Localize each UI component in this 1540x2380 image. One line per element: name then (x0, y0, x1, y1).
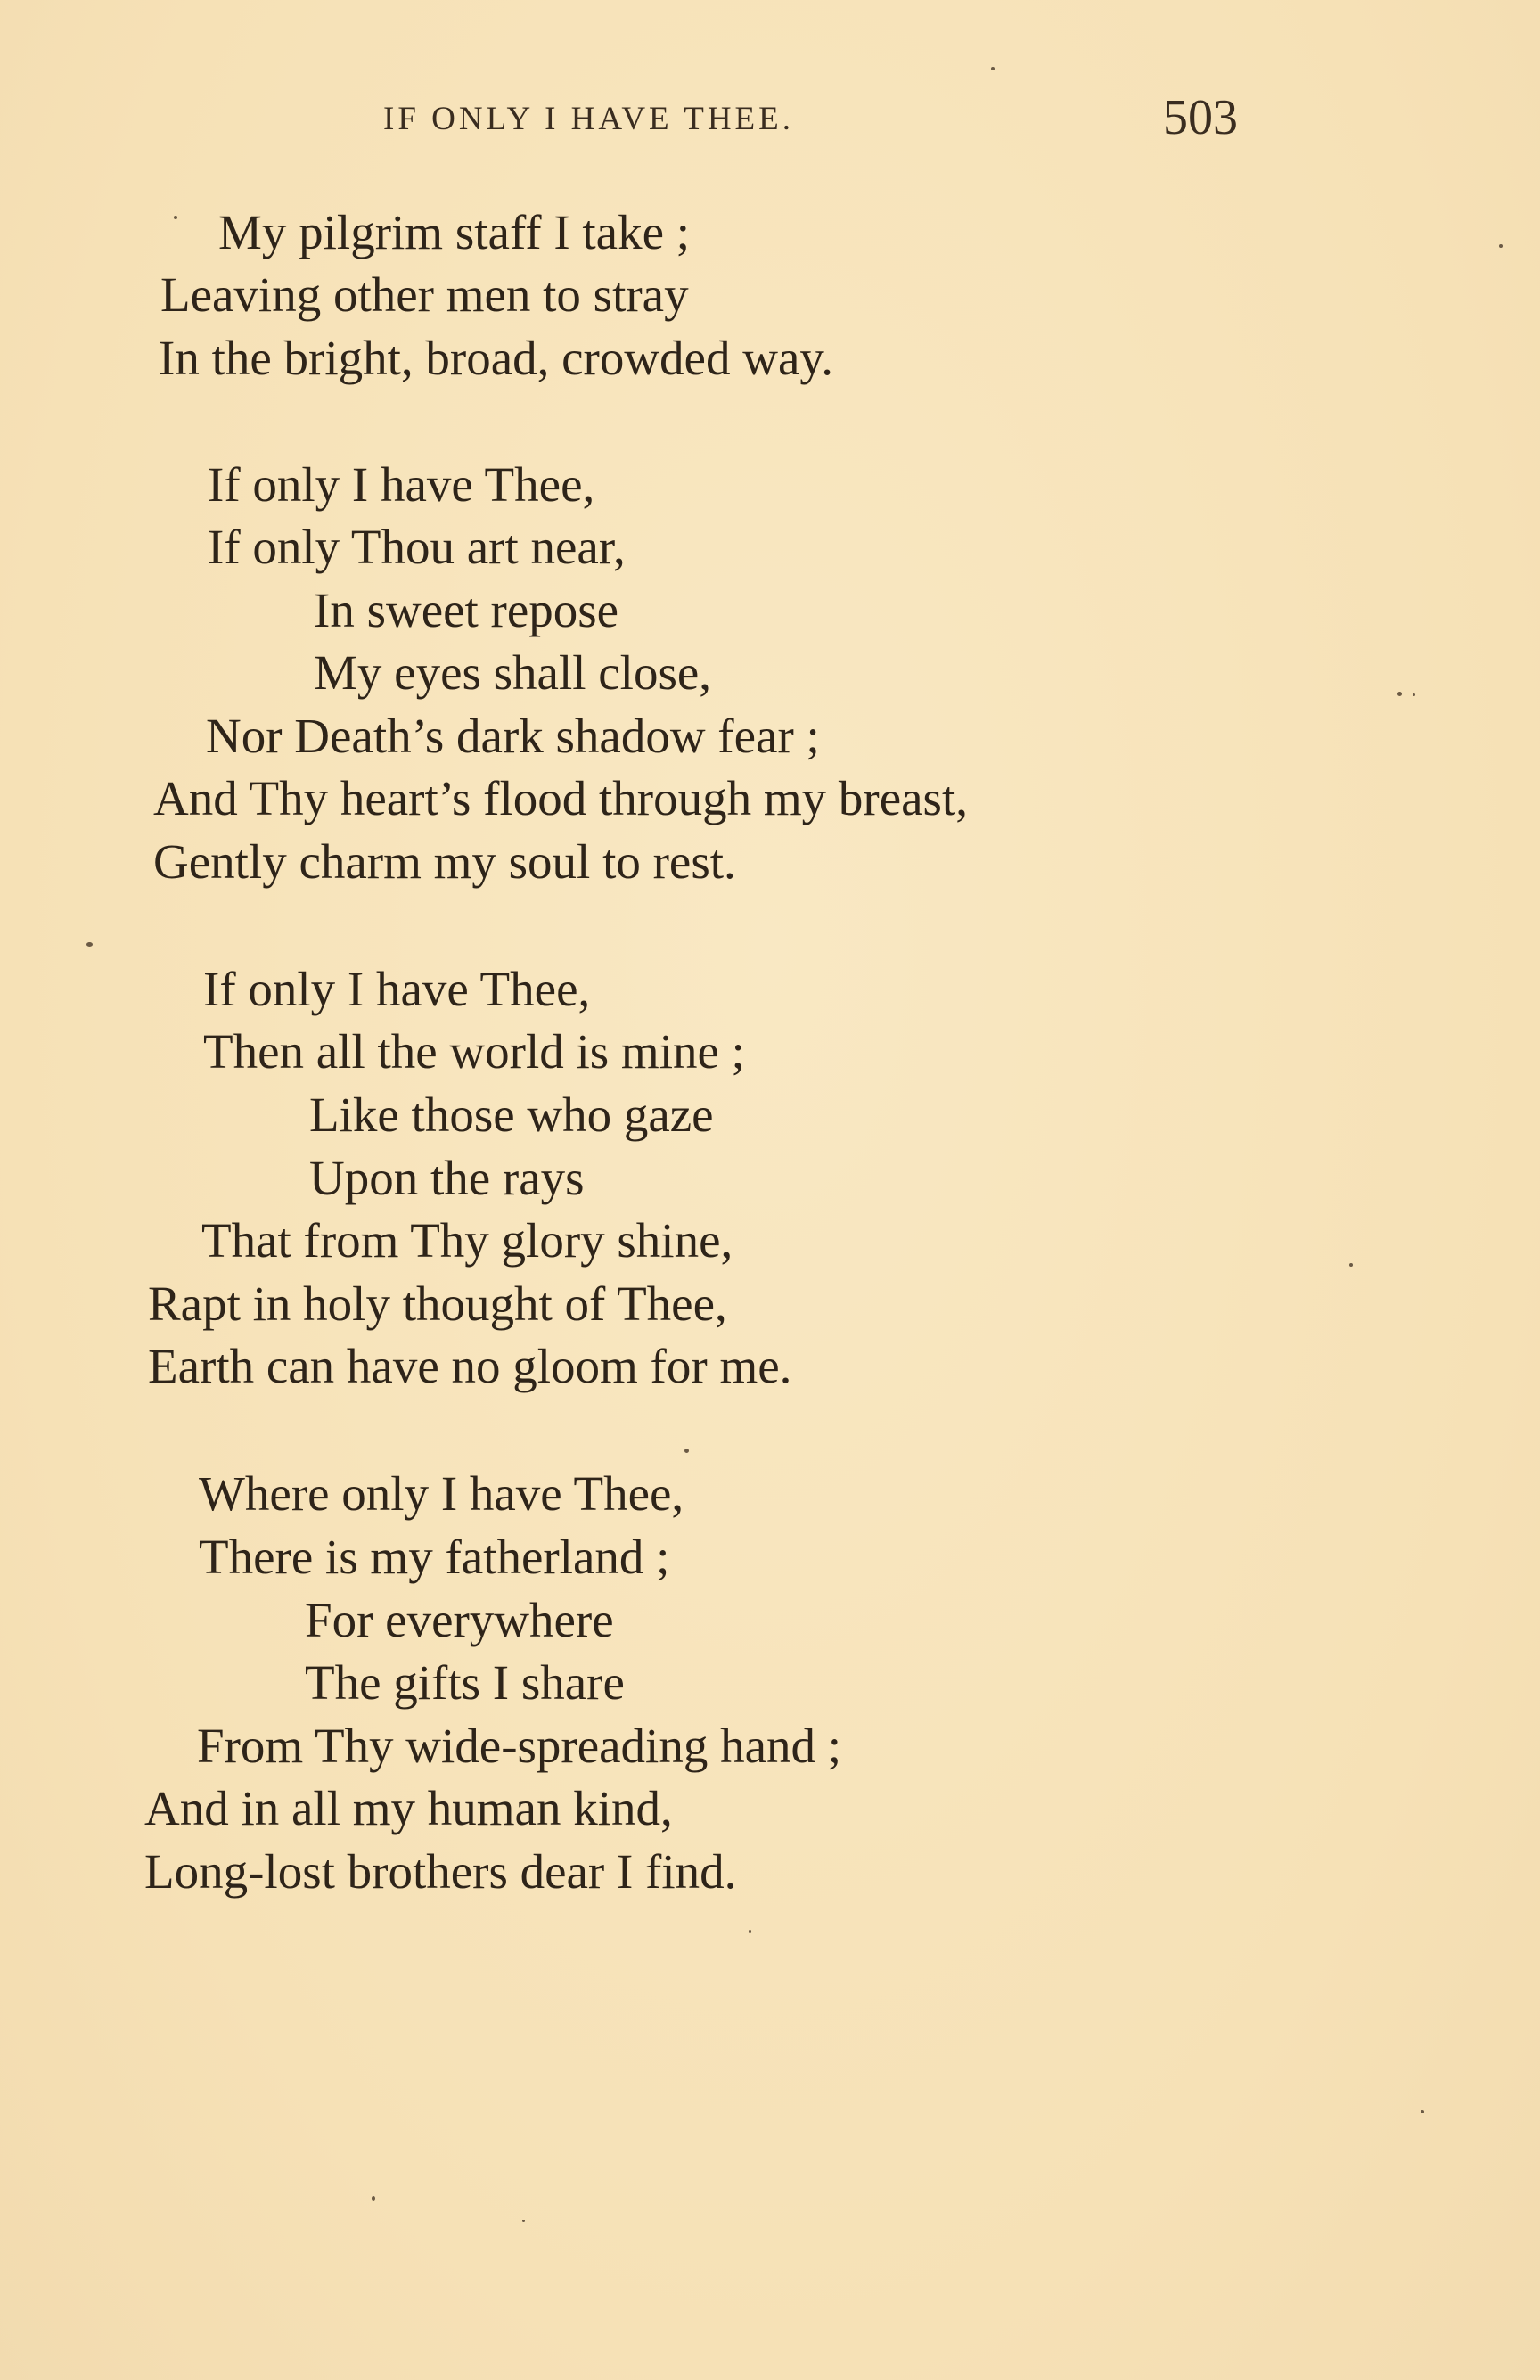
poem-line: In the bright, broad, crowded way. (159, 331, 834, 385)
poem-line: The gifts I share (305, 1655, 625, 1710)
page-number: 503 (1163, 90, 1238, 145)
paper-speck (684, 1449, 689, 1453)
paper-speck (1349, 1263, 1353, 1267)
paper-speck (1413, 693, 1415, 696)
poem-line: Upon the rays (309, 1151, 585, 1205)
paper-speck (991, 67, 995, 70)
poem-line: Gently charm my soul to rest. (153, 834, 736, 889)
poem-line: That from Thy glory shine, (201, 1213, 733, 1268)
poem-line: Rapt in holy thought of Thee, (148, 1276, 727, 1331)
running-title: IF ONLY I HAVE THEE. (383, 101, 795, 137)
poem-line: Leaving other men to stray (160, 267, 689, 322)
poem-line: Where only I have Thee, (199, 1466, 684, 1521)
poem-line: And in all my human kind, (144, 1781, 673, 1835)
paper-speck (749, 1930, 751, 1933)
poem-line: For everywhere (305, 1593, 614, 1647)
paper-speck (86, 942, 93, 947)
paper-speck (174, 216, 177, 219)
paper-speck (522, 2220, 525, 2222)
paper-speck (1397, 692, 1402, 696)
poem-line: And Thy heart’s flood through my breast, (153, 771, 968, 825)
poem-line: Like those who gaze (309, 1087, 714, 1142)
paper-speck (1421, 2110, 1424, 2113)
poem-line: My pilgrim staff I take ; (218, 205, 691, 259)
poem-line: If only I have Thee, (203, 962, 591, 1016)
poem-line: There is my fatherland ; (199, 1530, 670, 1584)
poem-line: My eyes shall close, (314, 645, 712, 700)
poem-line: If only I have Thee, (208, 457, 595, 512)
poem-line: In sweet repose (314, 583, 619, 637)
poem-line: From Thy wide-spreading hand ; (197, 1719, 842, 1773)
poem-line: Earth can have no gloom for me. (148, 1339, 792, 1393)
poem-line: Long-lost brothers dear I find. (144, 1844, 737, 1899)
poem-line: Then all the world is mine ; (203, 1024, 745, 1079)
paper-speck (372, 2196, 375, 2201)
poem-line: If only Thou art near, (208, 520, 626, 574)
paper-speck (1499, 244, 1503, 248)
poem-line: Nor Death’s dark shadow fear ; (206, 709, 820, 763)
